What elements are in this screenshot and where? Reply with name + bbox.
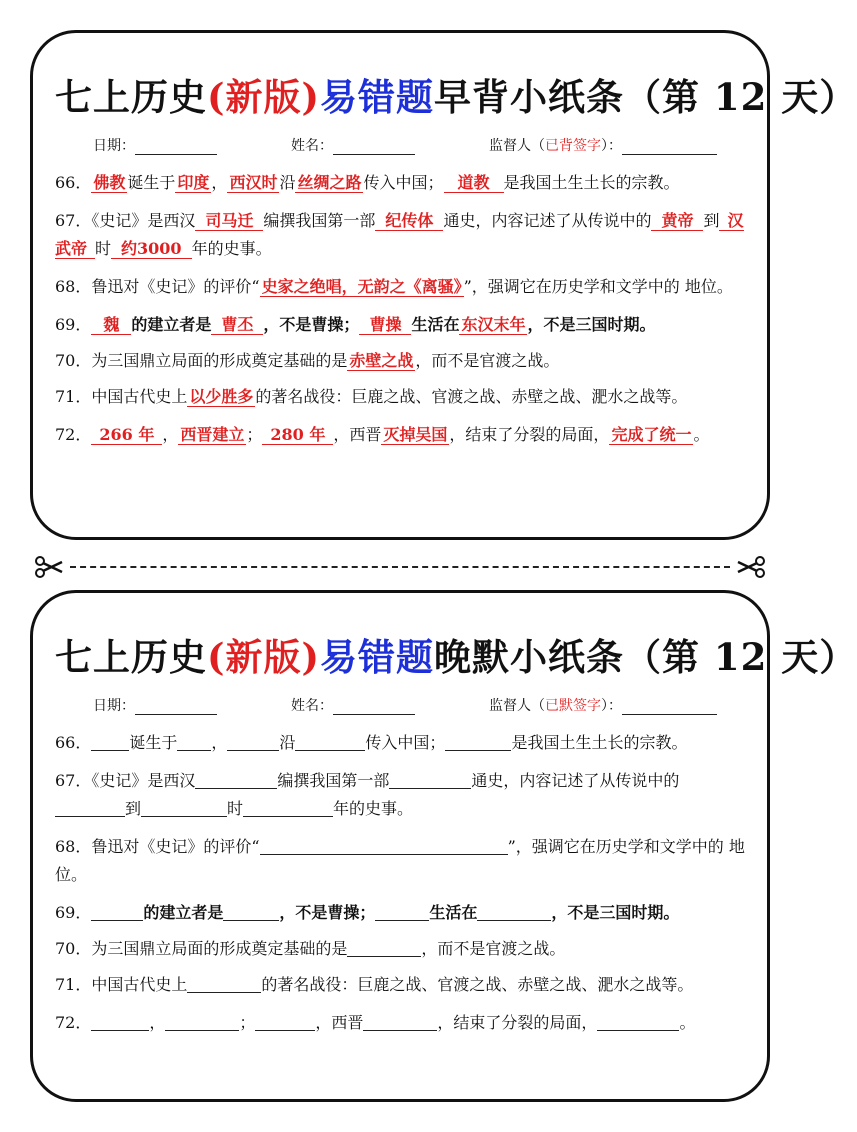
question-text: ，而不是官渡之战。	[415, 351, 560, 370]
question-text: 《史记》是西汉	[91, 211, 196, 230]
answer-blank[interactable]	[195, 770, 277, 789]
question-text: 生活在	[411, 315, 460, 334]
answer-text: 280 年	[262, 425, 333, 445]
question-text: 到	[703, 211, 720, 230]
question-text: 到	[125, 799, 142, 818]
question-text: 68．	[55, 277, 92, 296]
answer-text: 西晋建立	[180, 425, 245, 444]
morning-review-card	[30, 30, 857, 540]
question-text: 生活在	[429, 903, 478, 922]
answer-text: 印度	[177, 173, 210, 192]
question-text: 编撰我国第一部	[277, 771, 390, 790]
question-69	[55, 899, 745, 927]
question-68	[55, 833, 745, 889]
question-text: 。	[679, 1013, 696, 1032]
question-68	[55, 273, 745, 301]
question-text: 沿	[279, 733, 296, 752]
question-text: 为三国鼎立局面的形成奠定基础的是	[91, 939, 348, 958]
answer-blank[interactable]	[165, 1012, 239, 1031]
question-text: 66．	[55, 173, 92, 192]
question-text: 71．	[55, 387, 92, 406]
question-text: ，	[211, 173, 228, 192]
question-text: ，西晋	[333, 425, 382, 444]
answer-text: 灭掉吴国	[383, 425, 448, 444]
question-text: 诞生于	[127, 173, 176, 192]
name-field[interactable]: 姓名：	[291, 135, 415, 155]
question-text: ”，强调它在历史学和文学中的 地位。	[463, 277, 733, 296]
question-text: 时	[95, 239, 112, 258]
question-67	[55, 767, 745, 823]
morning-card-title: 七上历史(新版)易错题早背小纸条（第 12 天）	[55, 75, 857, 119]
question-text: 年的史事。	[191, 239, 272, 258]
question-text: 的著名战役：巨鹿之战、官渡之战、赤壁之战、淝水之战等。	[255, 387, 688, 406]
question-text: 传入中国；	[363, 173, 444, 192]
supervisor-field[interactable]: 监督人（已默签字）：	[489, 695, 717, 715]
answer-blank[interactable]	[227, 732, 279, 751]
question-text: 的建立者是	[143, 903, 224, 922]
question-text: ，	[162, 425, 179, 444]
question-text: 鲁迅对《史记》的评价“	[91, 837, 260, 856]
answer-blank[interactable]	[375, 902, 429, 921]
question-text: 的著名战役：巨鹿之战、官渡之战、赤壁之战、淝水之战等。	[261, 975, 694, 994]
question-text: 的建立者是	[131, 315, 212, 334]
question-text: 年的史事。	[333, 799, 414, 818]
question-70	[55, 347, 745, 375]
question-text: ，而不是官渡之战。	[421, 939, 566, 958]
question-text: 67．	[55, 211, 92, 230]
question-text: ；	[239, 1013, 256, 1032]
answer-text: 约3000	[111, 239, 192, 259]
answer-text: 以少胜多	[189, 387, 254, 406]
question-text: 是我国土生土长的宗教。	[511, 733, 688, 752]
answer-blank[interactable]	[187, 974, 261, 993]
question-69	[55, 311, 745, 339]
question-text: 。	[693, 425, 710, 444]
question-text: 71．	[55, 975, 92, 994]
answer-blank[interactable]	[177, 732, 211, 751]
scissors-icon	[736, 555, 766, 579]
evening-info-row	[93, 695, 717, 715]
question-text: ；	[246, 425, 263, 444]
answer-blank[interactable]	[255, 1012, 315, 1031]
answer-text: 266 年	[91, 425, 162, 445]
question-text: ，不是曹操；	[263, 315, 360, 334]
answer-text: 汉武帝	[55, 211, 744, 258]
question-67	[55, 207, 745, 263]
answer-blank[interactable]	[445, 732, 511, 751]
answer-text: 曹操	[359, 315, 411, 335]
answer-blank[interactable]	[223, 902, 279, 921]
answer-blank[interactable]	[260, 836, 508, 855]
question-text: 沿	[279, 173, 296, 192]
supervisor-field[interactable]: 监督人（已背签字）：	[489, 135, 717, 155]
question-text: ，	[211, 733, 228, 752]
question-text: ，不是三国时期。	[551, 903, 680, 922]
answer-text: 曹丕	[211, 315, 263, 335]
question-72	[55, 421, 745, 449]
question-text: ，西晋	[315, 1013, 364, 1032]
question-text: 70．	[55, 351, 92, 370]
question-text: 68．	[55, 837, 92, 856]
question-text: 诞生于	[129, 733, 178, 752]
question-text: ，不是三国时期。	[527, 315, 656, 334]
question-text: 是我国土生土长的宗教。	[503, 173, 680, 192]
cut-line	[34, 555, 766, 579]
question-text: 69．	[55, 315, 92, 334]
answer-blank[interactable]	[389, 770, 471, 789]
answer-text: 道教	[444, 173, 504, 193]
answer: 佛教	[93, 173, 126, 192]
question-72	[55, 1009, 745, 1037]
question-text: 70．	[55, 939, 92, 958]
answer-text: 西汉时	[229, 173, 278, 192]
question-text: ，不是曹操；	[279, 903, 376, 922]
question-text: 通史，内容记述了从传说中的	[471, 771, 680, 790]
question-text: 72．	[55, 425, 92, 444]
date-field[interactable]: 日期：	[93, 135, 217, 155]
question-text: 鲁迅对《史记》的评价“	[91, 277, 260, 296]
dashed-line	[70, 566, 730, 568]
answer-blank[interactable]	[477, 902, 551, 921]
question-66	[55, 169, 745, 197]
morning-info-row	[93, 135, 717, 155]
question-text: ”，强调它在历史学和文学中的 地位。	[55, 837, 745, 884]
answer-blank[interactable]	[243, 798, 333, 817]
answer-blank[interactable]	[91, 732, 129, 751]
question-text: 通史，内容记述了从传说中的	[443, 211, 652, 230]
question-71	[55, 971, 745, 999]
question-text: ，结束了分裂的局面，	[437, 1013, 598, 1032]
answer-text: 丝绸之路	[297, 173, 362, 192]
answer-text: 史家之绝唱，无韵之《离骚》	[261, 277, 462, 296]
question-text: 编撰我国第一部	[263, 211, 376, 230]
answer-text: 赤壁之战	[349, 351, 414, 370]
answer-text: 司马迁	[195, 211, 263, 231]
answer-text: 东汉末年	[461, 315, 526, 334]
question-text: 为三国鼎立局面的形成奠定基础的是	[91, 351, 348, 370]
question-70	[55, 935, 745, 963]
answer-text: 黄帝	[651, 211, 703, 231]
question-text: 66．	[55, 733, 92, 752]
evening-quiz-card	[30, 590, 857, 1102]
answer-blank[interactable]	[91, 902, 143, 921]
answer-text: 魏	[91, 315, 131, 335]
answer-blank[interactable]	[141, 798, 227, 817]
scissors-icon	[34, 555, 64, 579]
question-text: 《史记》是西汉	[91, 771, 196, 790]
question-text: 72．	[55, 1013, 92, 1032]
question-text: 69．	[55, 903, 92, 922]
question-66	[55, 729, 745, 757]
question-text: ，	[149, 1013, 166, 1032]
answer-blank[interactable]	[295, 732, 365, 751]
answer-blank[interactable]	[347, 938, 421, 957]
question-text: ，结束了分裂的局面，	[449, 425, 610, 444]
evening-card-title: 七上历史(新版)易错题晚默小纸条（第 12 天）	[55, 635, 857, 679]
name-field[interactable]: 姓名：	[291, 695, 415, 715]
question-text: 中国古代史上	[91, 975, 188, 994]
question-text: 67．	[55, 771, 92, 790]
answer-blank[interactable]	[597, 1012, 679, 1031]
question-text: 中国古代史上	[91, 387, 188, 406]
date-field[interactable]: 日期：	[93, 695, 217, 715]
answer-blank[interactable]	[91, 1012, 149, 1031]
question-71	[55, 383, 745, 411]
answer-blank[interactable]	[55, 798, 125, 817]
answer-text: 纪传体	[375, 211, 443, 231]
question-text: 时	[227, 799, 244, 818]
answer-text: 完成了统一	[611, 425, 692, 444]
answer-blank[interactable]	[363, 1012, 437, 1031]
question-text: 传入中国；	[365, 733, 446, 752]
